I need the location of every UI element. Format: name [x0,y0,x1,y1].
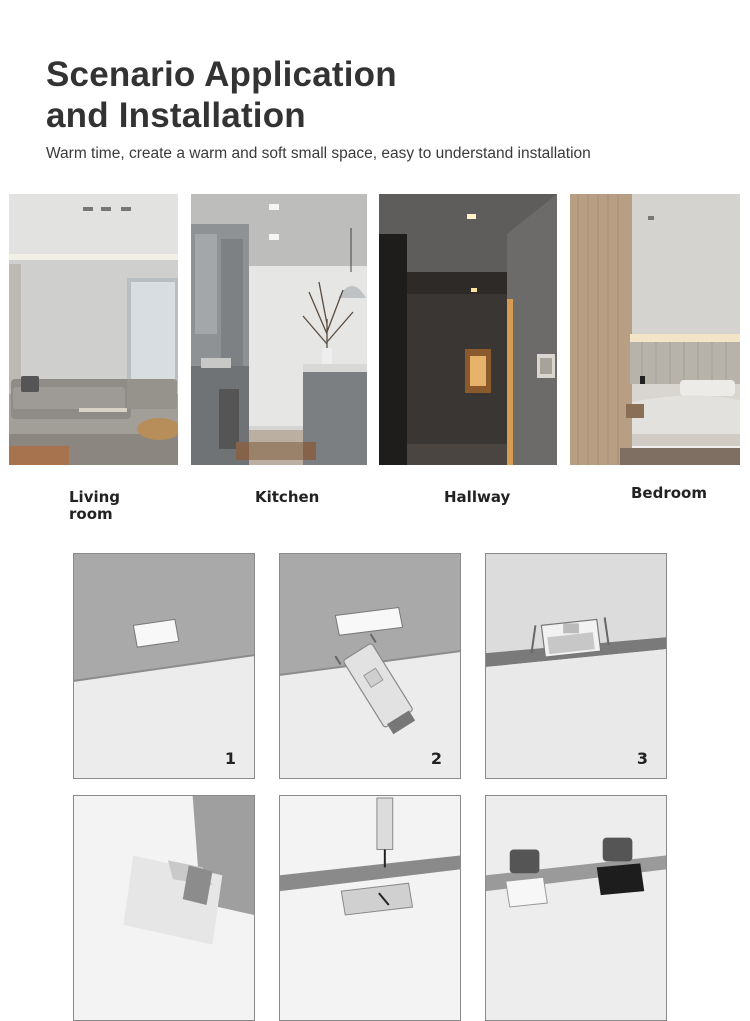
page-title [46,54,397,136]
installation-step-2 [279,553,461,779]
title-line-2: and Installation [46,96,306,135]
scene-label-hallway: Hallway [444,488,511,506]
scene-label-kitchen: Kitchen [255,488,320,506]
scene-label-bedroom: Bedroom [631,484,707,502]
installation-step-4 [73,795,255,1021]
hallway-photo [379,194,557,465]
page-subtitle: Warm time, create a warm and soft small space, easy to understand installation [46,145,591,162]
scene-label-living-room: Living room [69,488,121,523]
installation-step-6 [485,795,667,1021]
step-number: 2 [430,749,442,768]
step-number: 1 [224,749,236,768]
living-room-photo [9,194,178,465]
installation-step-3 [485,553,667,779]
title-line-1: Scenario Application [46,55,397,94]
installation-step-1 [73,553,255,779]
installation-step-5 [279,795,461,1021]
bedroom-photo [570,194,740,465]
step-number: 3 [636,749,648,768]
kitchen-photo [191,194,367,465]
